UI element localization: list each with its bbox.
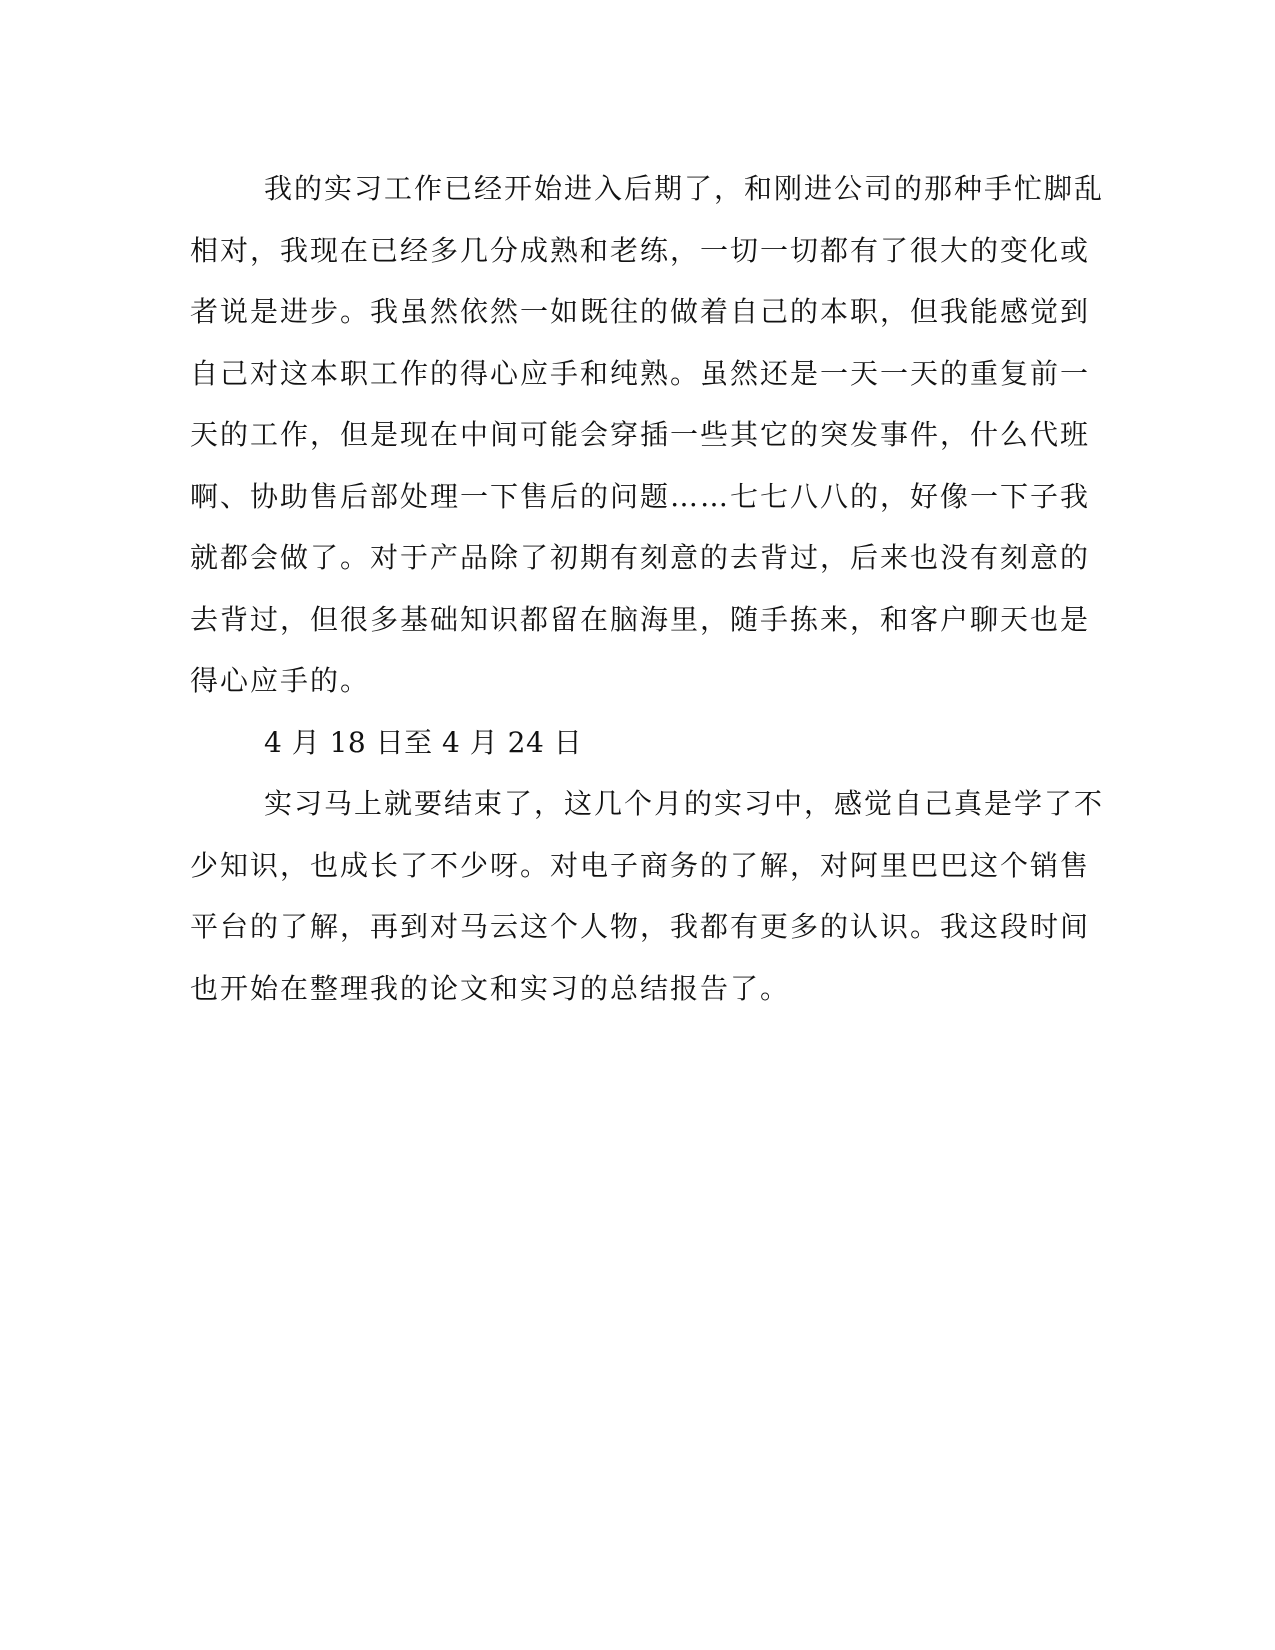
paragraph-1-line-4: 自己对这本职工作的得心应手和纯熟。虽然还是一天一天的重复前一 <box>190 356 1091 390</box>
document-body <box>190 158 1105 1019</box>
paragraph-1-line-5: 天的工作，但是现在中间可能会穿插一些其它的突发事件，什么代班 <box>190 418 1091 451</box>
paragraph-2-line-2: 少知识，也成长了不少呀。对电子商务的了解，对阿里巴巴这个销售 <box>190 848 1091 882</box>
paragraph-2-line-1: 实习马上就要结束了，这几个月的实习中，感觉自己真是学了不 <box>264 787 1105 820</box>
paragraph-2-line-4: 也开始在整理我的论文和实习的总结报告了。 <box>190 971 791 1005</box>
paragraph-1-line-2: 相对，我现在已经多几分成熟和老练，一切一切都有了很大的变化或 <box>190 233 1091 267</box>
paragraph-2-line-3: 平台的了解，再到对马云这个人物，我都有更多的认识。我这段时间 <box>190 910 1091 943</box>
paragraph-1-line-6: 啊、协助售后部处理一下售后的问题……七七八八的，好像一下子我 <box>190 479 1091 513</box>
date-heading: 4 月 18 日至 4 月 24 日 <box>264 725 583 759</box>
paragraph-1-line-1: 我的实习工作已经开始进入后期了，和刚进公司的那种手忙脚乱 <box>264 172 1105 205</box>
paragraph-1-line-3: 者说是进步。我虽然依然一如既往的做着自己的本职，但我能感觉到 <box>190 295 1091 328</box>
paragraph-1-line-8: 去背过，但很多基础知识都留在脑海里，随手拣来，和客户聊天也是 <box>190 602 1091 636</box>
paragraph-1-line-7: 就都会做了。对于产品除了初期有刻意的去背过，后来也没有刻意的 <box>190 541 1091 574</box>
paragraph-1-line-9: 得心应手的。 <box>190 664 371 697</box>
